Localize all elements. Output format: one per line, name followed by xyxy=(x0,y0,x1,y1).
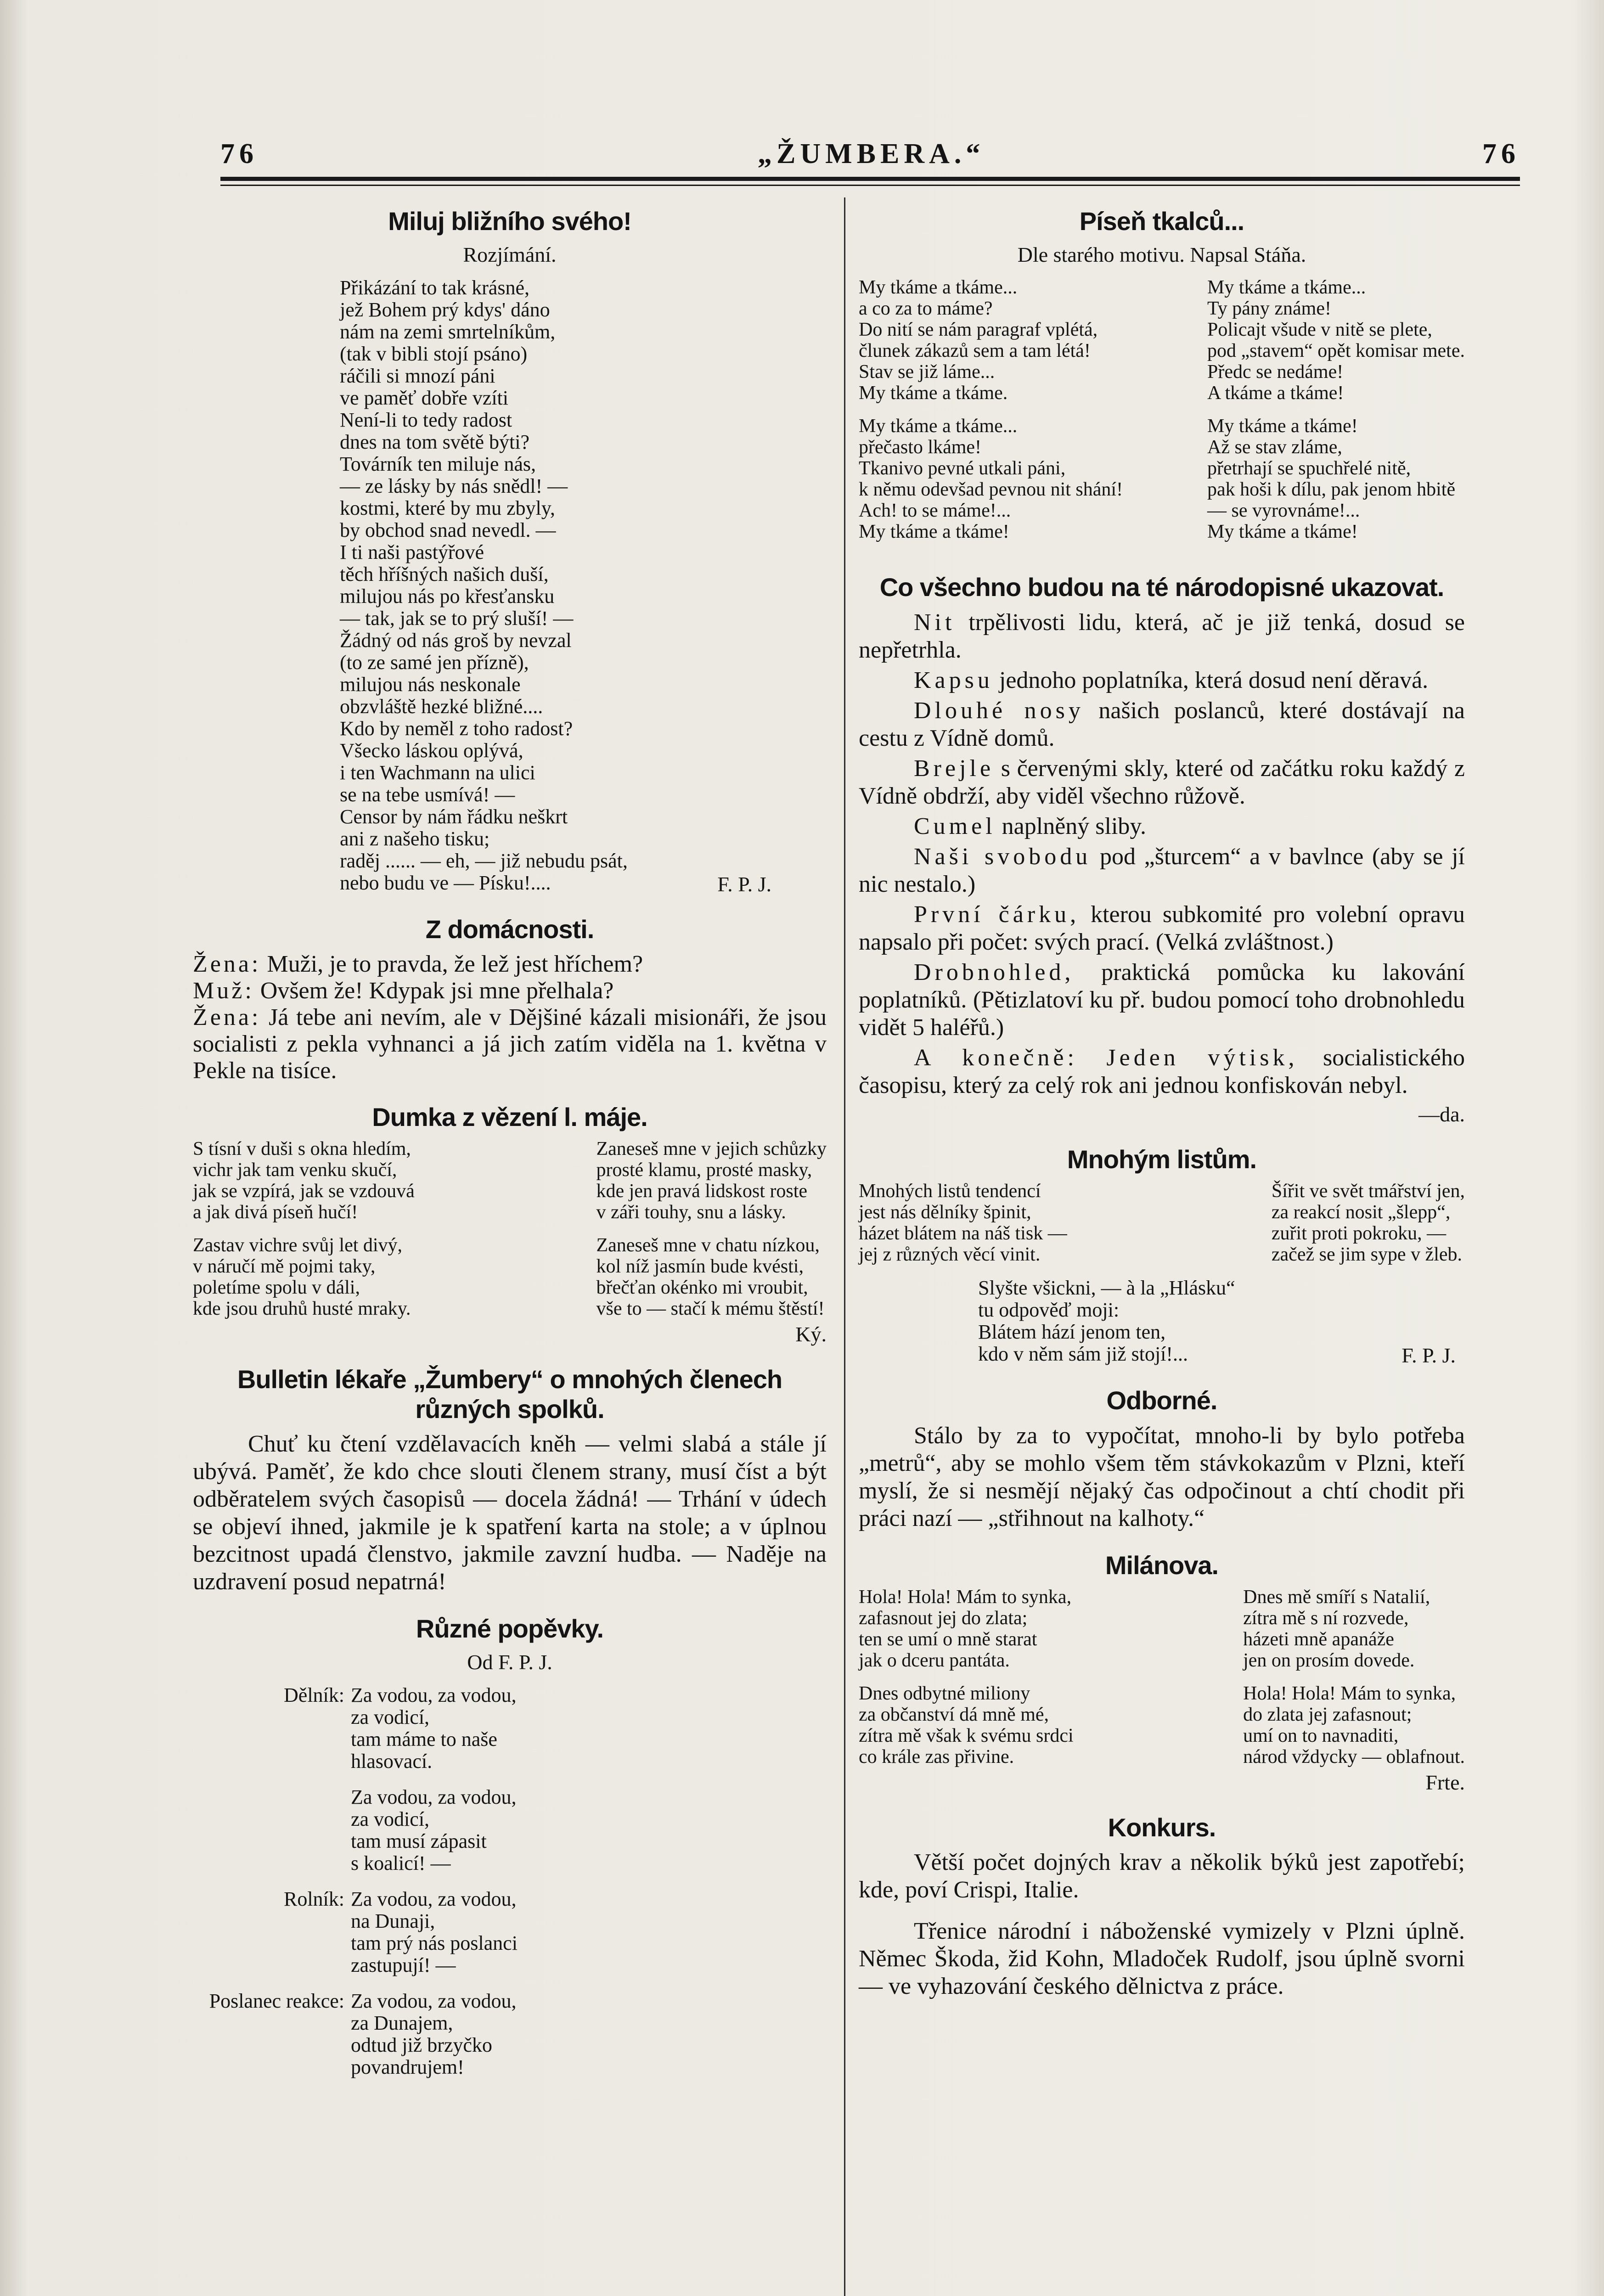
article-title: Mnohým listům. xyxy=(1067,1144,1257,1174)
stanza xyxy=(193,1138,415,1223)
poem-line: (to ze samé jen přízně), xyxy=(340,651,529,674)
poem-line: Tkanivo pevné utkali páni, xyxy=(859,458,1066,479)
poem-line: Všecko láskou oplývá, xyxy=(340,739,523,762)
poem-line: a jak divá píseň hučí! xyxy=(193,1202,358,1223)
poem-line: Šířit ve svět tmářství jen, xyxy=(1271,1181,1465,1202)
two-column-poem xyxy=(193,1138,827,1331)
poem-line: Hola! Hola! Mám to synka, xyxy=(1243,1683,1456,1704)
page-number-right: 76 xyxy=(1482,138,1520,169)
stanza xyxy=(1243,1683,1465,1767)
stanza xyxy=(1243,1587,1465,1671)
line-text: Já tebe ani nevím, ale v Dějšiné kázali misionáři, že jsou socialisti z pekla vyhnanci a já jich zatím viděla na 1. května v Pekle na tisíce. xyxy=(193,1004,827,1084)
line-text: Ovšem že! Kdypak jsi mne přelhala? xyxy=(254,977,614,1004)
poem-line: I ti naši pastýřové xyxy=(340,541,484,564)
poem-line: Blátem hází jenom ten, xyxy=(978,1321,1166,1344)
poem-line: My tkáme a tkáme. xyxy=(859,383,1008,404)
poem-line: Za vodou, za vodou, xyxy=(351,1786,517,1809)
article-title: Píseň tkalců... xyxy=(1079,207,1244,236)
poem-line: zítra mě však k svému srdci xyxy=(859,1725,1074,1746)
poem-line: zastupují! — xyxy=(351,1954,456,1977)
poem-line: v náručí mě pojmi taky, xyxy=(193,1256,376,1277)
poem xyxy=(193,277,827,894)
poem-line: — tak, jak se to prý sluší! — xyxy=(340,607,574,630)
poem-line: za reakcí nosit „šlepp“, xyxy=(1271,1202,1451,1223)
poem-line: My tkáme a tkáme... xyxy=(859,277,1018,298)
verse-speaker xyxy=(193,1786,351,1874)
article-title: Milánova. xyxy=(1105,1550,1219,1580)
header-rule-thin xyxy=(220,185,1520,186)
exhibit-item xyxy=(859,901,1465,956)
poem-line: — se vyrovnáme!... xyxy=(1207,500,1360,522)
poem-line: S tísní v duši s okna hledím, xyxy=(193,1138,411,1160)
speaker: Muž: xyxy=(193,977,254,1004)
poem-line: začež se jim sype v žleb. xyxy=(1271,1244,1463,1266)
two-column-poem xyxy=(859,1181,1465,1265)
poem-line: Předc se nedáme! xyxy=(1207,361,1344,383)
poem-line: břečťan okénko mi vroubit, xyxy=(596,1277,808,1299)
item-list xyxy=(859,609,1465,1099)
poem-line: Za vodou, za vodou, xyxy=(351,1990,517,2013)
poem-line: jež Bohem prý kdys' dáno xyxy=(340,298,550,321)
poem-line: jest nás dělníky špinit, xyxy=(859,1202,1031,1223)
line-text: Muži, je to pravda, že lež jest hříchem? xyxy=(261,951,643,977)
dialog xyxy=(193,951,827,1084)
article-z-domacnosti xyxy=(193,915,827,1084)
poem-line: — ze lásky by nás snědl! — xyxy=(340,475,568,498)
left-column xyxy=(193,207,827,2092)
poem-line: Za vodou, za vodou, xyxy=(351,1888,517,1911)
poem-line: házeti mně apanáže xyxy=(1243,1628,1394,1650)
two-column-poem xyxy=(859,1587,1465,1779)
poem-column xyxy=(1207,277,1465,554)
poem-line: dnes na tom světě býti? xyxy=(340,431,530,454)
poem-line: nebo budu ve — Písku!.... xyxy=(340,872,551,895)
verse-gap xyxy=(193,1874,827,1888)
poem-line: házet blátem na náš tisk — xyxy=(859,1223,1067,1244)
poem-line: milujou nás neskonale xyxy=(340,673,521,696)
poem-line: My tkáme a tkáme... xyxy=(1207,277,1366,298)
poem-line: obzvláště hezké bližné.... xyxy=(340,695,543,718)
verse-speaker: Dělník: xyxy=(284,1684,344,1707)
poem-line: Ach! to se máme!... xyxy=(859,500,1011,522)
article-text: Větší počet dojných krav a několik býků jest zapotřebí; kde, poví Crispi, Italie. xyxy=(859,1849,1465,1903)
poem-column xyxy=(1272,1181,1465,1265)
exhibit-item xyxy=(859,1044,1465,1099)
signature: F. P. J. xyxy=(717,872,771,896)
article-dumka xyxy=(193,1103,827,1346)
exhibit-name: Cumel xyxy=(914,813,996,839)
exhibit-name: Dlouhé nosy xyxy=(914,697,1084,724)
poem-line: Za vodou, za vodou, xyxy=(351,1684,517,1707)
exhibit-text: naplněný sliby. xyxy=(996,813,1147,839)
article-title: Odborné. xyxy=(1106,1386,1217,1415)
poem-line: pak hoši k dílu, pak jenom hbitě xyxy=(1207,479,1456,501)
poem-column xyxy=(1243,1587,1465,1779)
article-title: Z domácnosti. xyxy=(425,915,594,944)
poem-line: ten se umí o mně starat xyxy=(859,1628,1037,1650)
poem-line: přečasto lkáme! xyxy=(859,437,982,458)
verse-gap xyxy=(193,1976,827,1990)
poem-line: za vodicí, xyxy=(351,1706,430,1729)
verse-text xyxy=(351,1888,518,1976)
article-popevky xyxy=(193,1614,827,2092)
poem-line: pod „stavem“ opět komisar mete. xyxy=(1207,340,1465,362)
song-verse xyxy=(193,1888,827,1976)
poem-line: zafasnout jej do zlata; xyxy=(859,1607,1028,1629)
poem-line: Hola! Hola! Mám to synka, xyxy=(859,1586,1072,1608)
page-header xyxy=(220,138,1520,174)
running-title: „ŽUMBERA.“ xyxy=(758,138,985,169)
article-subtitle: Rozjímání. xyxy=(463,243,557,267)
verse-text xyxy=(351,1684,516,1773)
verse-gap xyxy=(193,2078,827,2092)
stanza xyxy=(1207,416,1465,542)
song-verse xyxy=(193,1786,827,1874)
poem-line: Není-li to tedy radost xyxy=(340,409,512,432)
poem-line: prosté klamu, prosté masky, xyxy=(596,1159,812,1181)
dialog-line xyxy=(193,1004,827,1084)
exhibit-text: socialistického časopisu, který za celý rok ani jednou konfiskován nebyl. xyxy=(859,1044,1465,1098)
poem-line: jen on prosím dovede. xyxy=(1243,1649,1415,1671)
song-verse xyxy=(193,1684,827,1773)
exhibit-name: Kapsu xyxy=(914,667,993,693)
stanza xyxy=(859,416,1123,542)
speaker: Žena: xyxy=(193,951,261,977)
article-milanova xyxy=(859,1551,1465,1795)
poem-line: A tkáme a tkáme! xyxy=(1207,383,1344,404)
poem-line: (tak v bibli stojí psáno) xyxy=(340,343,528,366)
stanza xyxy=(859,1683,1074,1767)
column-divider xyxy=(844,197,845,2296)
poem-line: člunek zákazů sem a tam létá! xyxy=(859,340,1091,362)
stanza xyxy=(193,1235,415,1319)
article-title: Různé popěvky. xyxy=(416,1614,604,1643)
poem-line: Kdo by neměl z toho radost? xyxy=(340,717,573,740)
exhibit-item xyxy=(859,813,1465,840)
article-text: Třenice národní i náboženské vymizely v Plzni úplně. Němec Škoda, žid Kohn, Mladoček Rudolf, jsou úplně svorni — ve vyhazování českého dělnictva z práce. xyxy=(859,1918,1465,2000)
exhibit-text: pod „šturcem“ a v bavlnce (aby se jí nic nestalo.) xyxy=(859,843,1465,897)
article-title: Bulletin lékaře „Žumbery“ o mnohých členech různých spolků. xyxy=(237,1365,782,1424)
poem-line: poletíme spolu v dáli, xyxy=(193,1277,360,1299)
exhibit-item xyxy=(859,755,1465,810)
poem-line: umí on to navnaditi, xyxy=(1243,1725,1399,1746)
poem-line: Censor by nám řádku neškrt xyxy=(340,805,568,828)
poem-line: odtud již brzyčko xyxy=(351,2034,492,2057)
poem-line: do zlata jej zafasnout; xyxy=(1243,1704,1412,1725)
poem-line: zítra mě s ní rozvede, xyxy=(1243,1607,1409,1629)
poem-line: za občanství dá mně mé, xyxy=(859,1704,1049,1725)
two-column-poem xyxy=(859,277,1465,554)
poem-line: ve paměť dobře vzíti xyxy=(340,387,508,410)
poem-line: ani z našeho tisku; xyxy=(340,827,490,850)
stanza xyxy=(1207,277,1465,404)
exhibit-text: s červenými skly, které od začátku roku každý z Vídně obdrží, aby viděl všechno růžově. xyxy=(859,755,1465,809)
poem-line: na Dunaji, xyxy=(351,1910,435,1933)
song-verse xyxy=(193,1990,827,2078)
stanza xyxy=(597,1235,827,1319)
article-miluj xyxy=(193,207,827,896)
poem-line: My tkáme a tkáme! xyxy=(1207,416,1358,437)
poem-line: Stav se již láme... xyxy=(859,361,995,383)
exhibit-name: První čárku, xyxy=(914,901,1080,928)
dialog-line xyxy=(193,951,827,978)
verse-speaker: Poslanec reakce: xyxy=(209,1990,344,2013)
poem-line: tam musí zápasit xyxy=(351,1830,487,1853)
poem-line: Přikázání to tak krásné, xyxy=(340,276,529,299)
poem-line: Zastav vichre svůj let divý, xyxy=(193,1235,403,1256)
exhibit-item xyxy=(859,609,1465,664)
exhibit-text: jednoho poplatníka, která dosud není děravá. xyxy=(993,667,1429,693)
poem-line: raděj ...... — eh, — již nebudu psát, xyxy=(340,850,628,872)
article-title: Co všechno budou na té národopisné ukazovat. xyxy=(879,573,1444,602)
poem-line: přetrhají se spuchřelé nitě, xyxy=(1207,458,1411,479)
poem-column xyxy=(859,1181,1067,1265)
poem-line: co krále zas přivine. xyxy=(859,1746,1014,1767)
article-mnohym-listum xyxy=(859,1145,1465,1367)
exhibit-name: Brejle xyxy=(914,755,995,782)
verse-text xyxy=(351,1786,516,1874)
poem-line: národ vždycky — oblafnout. xyxy=(1243,1746,1465,1767)
poem-line: jak se vzpírá, jak se vzdouvá xyxy=(193,1181,415,1202)
poem-line: Továrník ten miluje nás, xyxy=(340,453,536,476)
stanza xyxy=(597,1138,827,1223)
poem-line: tam prý nás poslanci xyxy=(351,1932,518,1955)
exhibit-name: A konečně: Jeden výtisk, xyxy=(914,1044,1298,1071)
article-author: Od F. P. J. xyxy=(467,1650,552,1674)
right-column xyxy=(859,207,1465,2005)
verse-speaker: Rolník: xyxy=(283,1888,344,1911)
article-title: Konkurs. xyxy=(1108,1812,1216,1842)
exhibit-text: našich poslanců, které dostávají na cestu z Vídně domů. xyxy=(859,697,1465,751)
poem-line: tam máme to naše xyxy=(351,1728,497,1751)
article-text: Chuť ku čtení vzdělavacích kněh — velmi slabá a stále jí ubývá. Paměť, že kdo chce slouti členem strany, musí číst a být odběratelem svých časopisů — docela žádná! — Trhání v údech se objeví ihned, jakmile je k spatření karta na stole; a v úplnou bezcitnost upadá členstvo, jakmile zavzní hudba. — Naděje na uzdravení posud nepatrná! xyxy=(193,1430,827,1595)
exhibit-name: Drobnohled, xyxy=(914,959,1075,985)
poem-column xyxy=(859,277,1123,554)
header-rule-thick xyxy=(220,177,1520,181)
exhibit-item xyxy=(859,843,1465,898)
song xyxy=(193,1684,827,2092)
poem-line: Ty pány známe! xyxy=(1207,298,1331,320)
poem-line: povandrujem! xyxy=(351,2056,464,2079)
poem-line: Až se stav zláme, xyxy=(1207,437,1342,458)
poem-line: těch hříšných našich duší, xyxy=(340,563,549,586)
poem-line: My tkáme a tkáme... xyxy=(859,416,1018,437)
article-odborne xyxy=(859,1386,1465,1532)
poem-line: k němu odevšad pevnou nit shání! xyxy=(859,479,1123,501)
exhibit-item xyxy=(859,697,1465,752)
poem-line: Dnes mě smíří s Natalií, xyxy=(1243,1586,1430,1608)
poem-line: Do nití se nám paragraf vplétá, xyxy=(859,319,1098,341)
poem-line: jak o dceru pantáta. xyxy=(859,1649,1010,1671)
poem-line: Zaneseš mne v jejich schůzky xyxy=(596,1138,827,1160)
article-narodopisna xyxy=(859,573,1465,1126)
poem-line: kol níž jasmín bude kvésti, xyxy=(596,1256,804,1277)
article-title: Dumka z vězení l. máje. xyxy=(372,1102,647,1131)
poem-line: se na tebe usmívá! — xyxy=(340,783,515,806)
poem-line: Dnes odbytné miliony xyxy=(859,1683,1030,1704)
poem-line: a co za to máme? xyxy=(859,298,993,320)
exhibit-text: kterou subkomité pro volební opravu napsalo při počet: svých prací. (Velká zvláštnost.) xyxy=(859,901,1465,955)
article-subtitle: Dle starého motivu. Napsal Stáňa. xyxy=(1017,243,1306,267)
article-title: Miluj bližního svého! xyxy=(388,207,631,236)
poem-line: kdo v něm sám již stojí!... xyxy=(978,1343,1188,1366)
speaker: Žena: xyxy=(193,1004,261,1030)
poem-line: zuřit proti pokroku, — xyxy=(1271,1223,1446,1244)
poem-line: Slyšte všickni, — à la „Hlásku“ xyxy=(978,1277,1235,1300)
signature: Ký. xyxy=(795,1322,827,1346)
poem-line: nám na zemi smrtelníkům, xyxy=(340,321,556,343)
poem-line: by obchod snad nevedl. — xyxy=(340,519,556,542)
poem-line: tu odpověď moji: xyxy=(978,1299,1120,1322)
article-bulletin xyxy=(193,1365,827,1596)
exhibit-text: trpělivosti lidu, která, ač je již tenká, dosud se nepřetrhla. xyxy=(859,609,1465,663)
poem-line: Mnohých listů tendencí xyxy=(859,1181,1041,1202)
page-number-left: 76 xyxy=(220,138,258,169)
stanza xyxy=(859,1587,1074,1671)
poem-line: My tkáme a tkáme! xyxy=(859,521,1009,543)
poem-line: s koalicí! — xyxy=(351,1852,451,1875)
poem-line: v záři touhy, snu a lásky. xyxy=(596,1202,786,1223)
signature: Frte. xyxy=(1425,1770,1465,1794)
verse-gap xyxy=(193,1773,827,1786)
poem-line: Zaneseš mne v chatu nízkou, xyxy=(596,1235,820,1256)
signature: F. P. J. xyxy=(1401,1344,1456,1367)
exhibit-name: Naši svobodu xyxy=(914,843,1092,870)
poem-line: My tkáme a tkáme! xyxy=(1207,521,1358,543)
poem-line: i ten Wachmann na ulici xyxy=(340,761,535,784)
poem-line: Policajt všude v nitě se plete, xyxy=(1207,319,1432,341)
poem-column xyxy=(193,1138,415,1331)
poem-line: Žádný od nás groš by nevzal xyxy=(340,629,572,652)
poem-column xyxy=(859,1587,1074,1779)
poem-line: ráčili si mnozí páni xyxy=(340,365,495,388)
poem-line: milujou nás po křesťansku xyxy=(340,585,555,608)
poem-line: kostmi, které by mu zbyly, xyxy=(340,497,555,520)
dialog-line xyxy=(193,978,827,1004)
exhibit-item xyxy=(859,959,1465,1041)
exhibit-item xyxy=(859,667,1465,694)
stanza xyxy=(859,277,1123,404)
poem-line: kde jen pravá lidskost roste xyxy=(596,1181,808,1202)
exhibit-text: praktická pomůcka ku lakování poplatníků. (Pětizlatoví ku př. budou pomocí toho drobnohledu vidět 5 haléřů.) xyxy=(859,959,1465,1041)
verse-text xyxy=(351,1990,516,2078)
poem-line: za Dunajem, xyxy=(351,2012,453,2035)
poem-line: za vodicí, xyxy=(351,1808,430,1831)
article-konkurs xyxy=(859,1813,1465,2000)
poem-line: jej z různých věcí vinit. xyxy=(859,1244,1041,1266)
article-pisen-tkalcu xyxy=(859,207,1465,554)
article-text: Stálo by za to vypočítat, mnoho-li by bylo potřeba „metrů“, aby se mohlo všem těm stávkokazům v Plzni, kteří myslí, že si nesmějí nějaký čas odpočinout a chtí chodit při práci nazí — „střihnout na kalhoty.“ xyxy=(859,1422,1465,1531)
poem-line: kde jsou druhů husté mraky. xyxy=(193,1298,411,1320)
poem-column xyxy=(597,1138,827,1331)
poem-line: vše to — stačí k mému štěstí! xyxy=(596,1298,825,1320)
exhibit-name: Nit xyxy=(914,609,956,636)
poem-line: vichr jak tam venku skučí, xyxy=(193,1159,397,1181)
signature: —da. xyxy=(1418,1102,1465,1126)
poem-line: hlasovací. xyxy=(351,1750,433,1773)
